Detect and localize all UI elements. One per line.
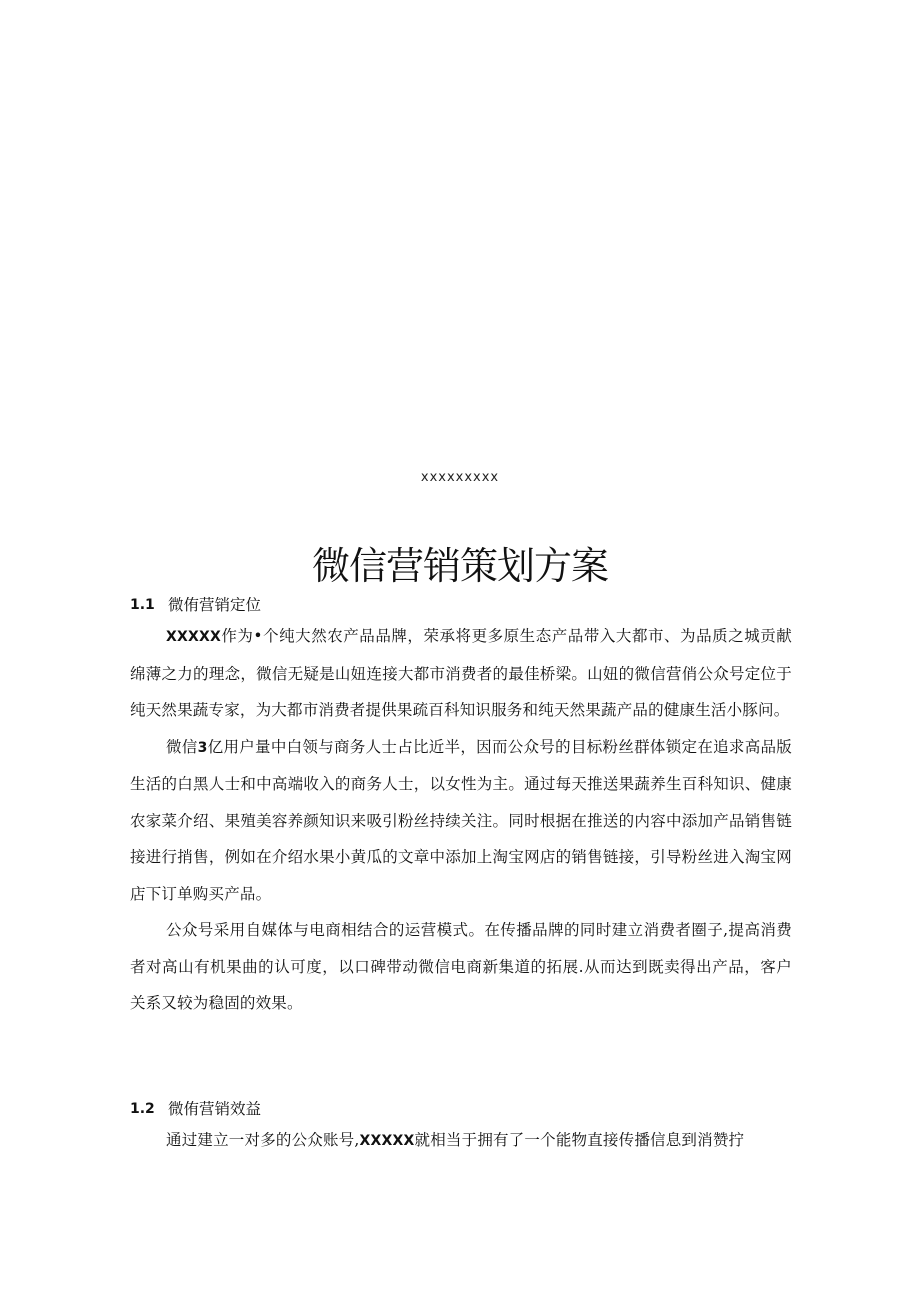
paragraph [130, 618, 792, 729]
paragraph-text: 公众号采用自媒体与电商相结合的运营模式。在传播品牌的同时建立消费者圈子,提高消费者对高山有机果曲的认可度，以口碑带动微信电商新集道的拓展.从而达到既卖得出产品，客户关系又较为稳固的效果。 [130, 921, 792, 1012]
paragraph [130, 729, 792, 913]
brand-name: XXXXX [359, 1133, 415, 1149]
paragraph [130, 912, 792, 1022]
paragraph-text: 亿用户量中白领与商务人士占比近半，因而公众号的目标粉丝群体锁定在追求高品版生活的白黑人士和中高端收入的商务人士，以女性为主。通过每天推送果蔬养生百科知识、健康农家菜介绍、果殖美容养颜知识来吸引粉丝持续关注。同时根据在推送的内容中添加产品销售链接进行捎售，例如在介绍水果小黄瓜的文章中添加上淘宝网店的销售链接，引导粉丝进入淘宝网店下订单购买产品。 [130, 737, 792, 903]
paragraph-prefix: 通过建立一对多的公众账号, [166, 1131, 360, 1149]
section-title: 微侑营销效益 [168, 1100, 262, 1118]
paragraph-prefix: 微信 [166, 737, 198, 756]
paragraph-text: 就相当于拥有了一个能物直接传播信息到消赞拧 [414, 1131, 745, 1149]
section-heading [130, 592, 792, 618]
section-title: 微侑营销定位 [168, 596, 262, 614]
section-number: 1.1 [130, 597, 155, 613]
section-positioning [130, 592, 792, 1022]
paragraph [130, 1122, 792, 1160]
organization-name: xxxxxxxxx [420, 470, 500, 485]
section-benefits [130, 1096, 792, 1160]
brand-name: XXXXX [166, 629, 221, 645]
user-count: 3 [197, 739, 208, 756]
paragraph-text: 作为•个纯大然农产品品牌，荣承将更多原生态产品带入大都市、为品质之城贡献绵薄之力的理念，微信无疑是山妞连接大都市消费者的最佳桥梁。山妞的微信营俏公众号定位于纯天然果蔬专家，为大都市消费者提供果疏百科知识服务和纯天然果蔬产品的健康生活小豚问。 [130, 627, 792, 719]
document-title: 微信营销策划方案 [311, 544, 608, 588]
section-heading [130, 1096, 792, 1122]
section-number: 1.2 [130, 1101, 155, 1117]
